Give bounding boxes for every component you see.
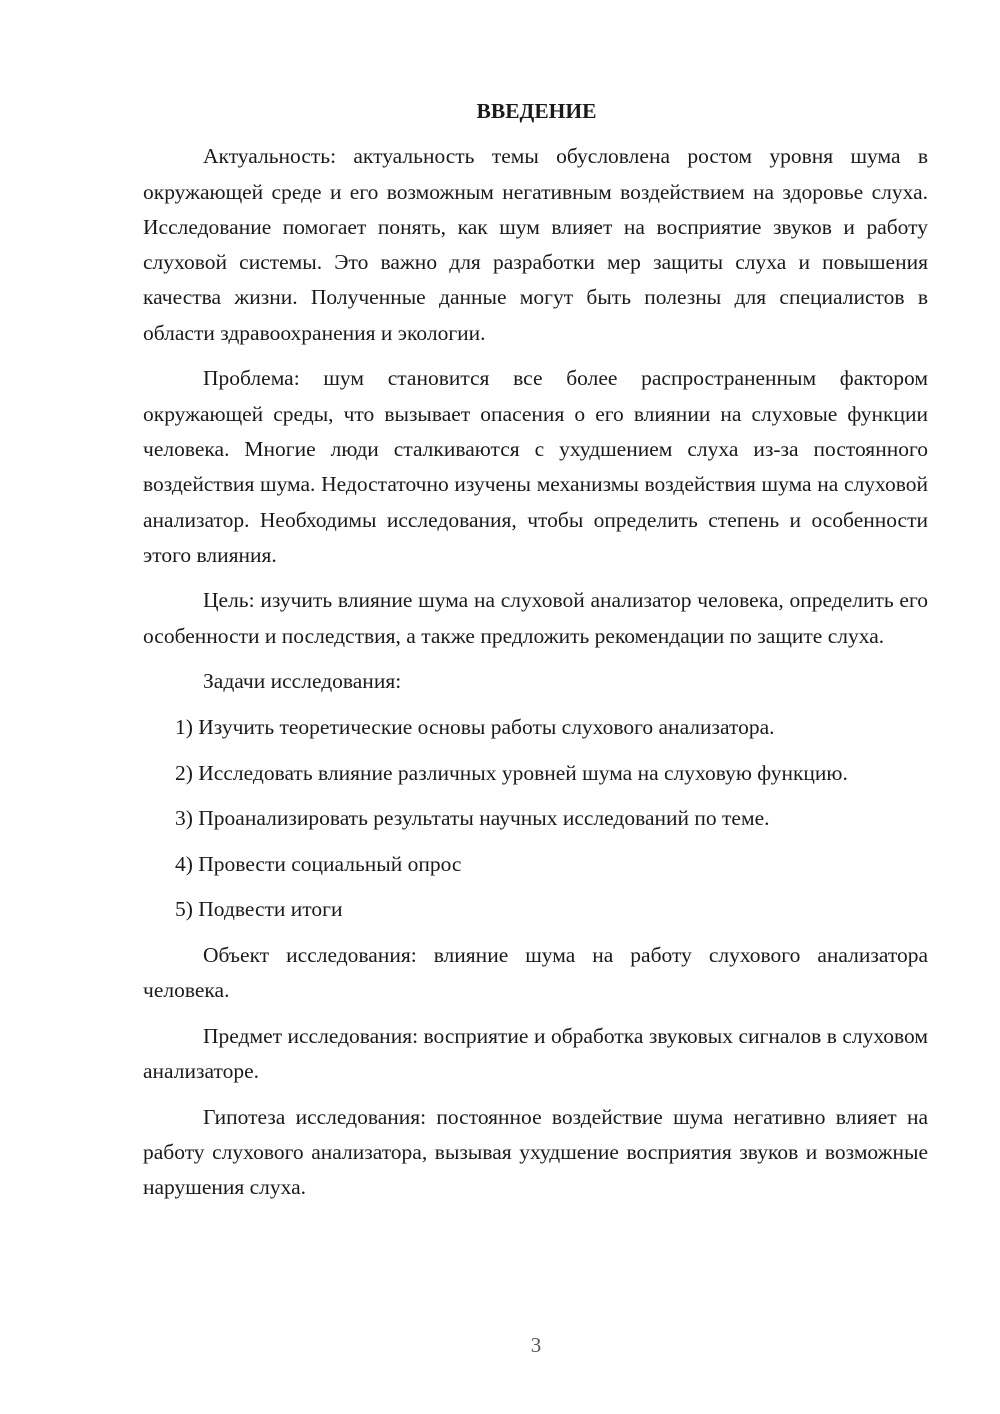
task-item-5: 5) Подвести итоги [175,897,343,922]
tasks-heading: Задачи исследования: [203,669,402,694]
subject-paragraph: Предмет исследования: восприятие и обработка звуковых сигналов в слуховом анализаторе. [143,1023,928,1084]
document-page [143,94,928,1216]
relevance-paragraph: Актуальность: актуальность темы обусловлена ростом уровня шума в окружающей среде и его возможным негативным воздействием на здоровье слуха. Исследование помогает понять, как шум влияет на восприятие звуков и работу слуховой системы. Это важно для разработки мер защиты слуха и повышения качества жизни. Полученные данные могут быть полезны для специалистов в области здравоохранения и экологии. [143,144,928,345]
task-item-2: 2) Исследовать влияние различных уровней шума на слуховую функцию. [175,760,848,785]
object-paragraph: Объект исследования: влияние шума на работу слухового анализатора человека. [143,942,928,1003]
document-heading: ВВЕДЕНИЕ [476,99,597,123]
problem-paragraph: Проблема: шум становится все более распространенным фактором окружающей среды, что вызывает опасения о его влиянии на слуховые функции человека. Многие люди сталкиваются с ухудшением слуха из-за постоянного воздействия шума. Недостаточно изучены механизмы воздействия шума на слуховой анализатор. Необходимы исследования, чтобы определить степень и особенности этого влияния. [143,366,928,567]
task-item-3: 3) Проанализировать результаты научных исследований по теме. [175,806,770,831]
hypothesis-paragraph: Гипотеза исследования: постоянное воздействие шума негативно влияет на работу слухового анализатора, вызывая ухудшение восприятия звуков и возможные нарушения слуха. [143,1104,928,1200]
goal-paragraph: Цель: изучить влияние шума на слуховой анализатор человека, определить его особенности и последствия, а также предложить рекомендации по защите слуха. [143,588,928,648]
task-item-4: 4) Провести социальный опрос [175,851,462,876]
page-number: 3 [530,1333,542,1357]
task-item-1: 1) Изучить теоретические основы работы слухового анализатора. [175,714,775,739]
